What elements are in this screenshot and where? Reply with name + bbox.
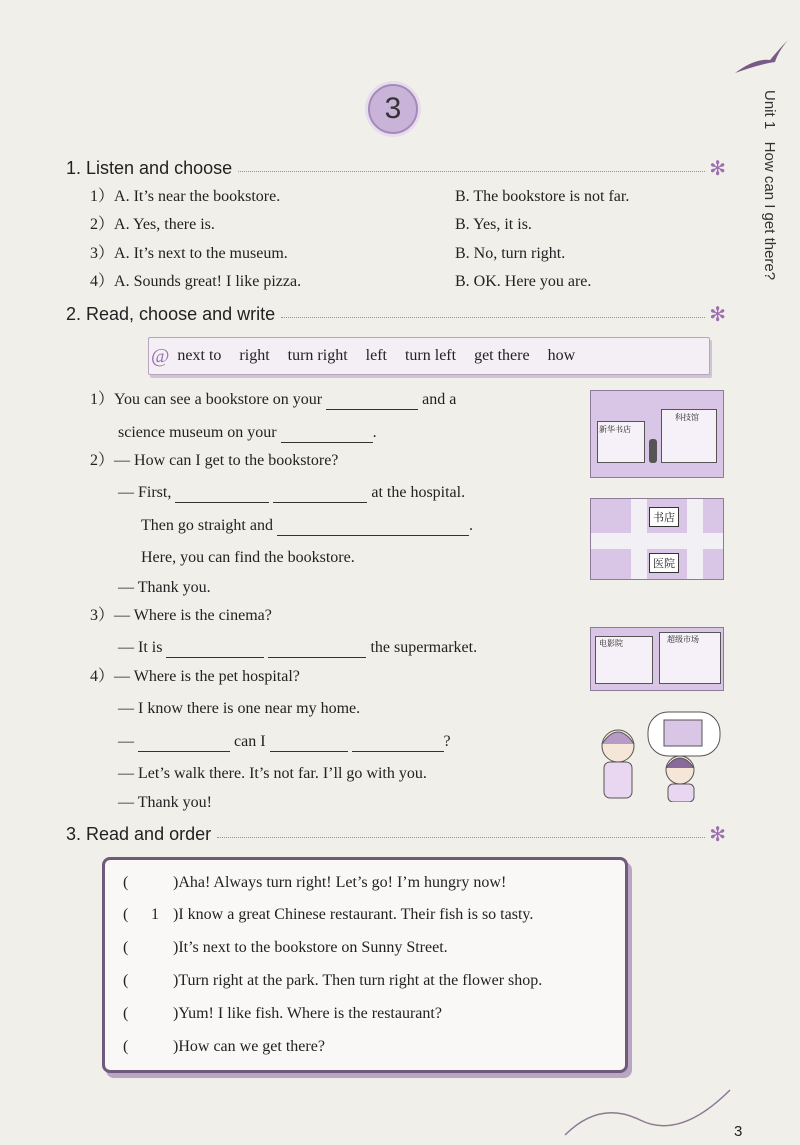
section3-title: 3. Read and order ✻ [66,824,726,846]
order-number[interactable] [137,972,173,990]
answer-blank[interactable] [326,395,418,410]
swirl-icon: @ [151,344,170,367]
star-icon: ✻ [709,158,726,180]
list-item: 1）A. It’s near the bookstore. [90,188,281,205]
side-tab-label: Unit 1 How can I get there? [761,90,778,281]
list-item: B. OK. Here you are. [455,273,592,290]
answer-blank[interactable] [352,737,444,752]
list-item: 3）A. It’s next to the museum. [90,245,288,262]
answer-blank[interactable] [175,488,269,503]
picture-two-girls [588,710,724,802]
word: turn right [287,347,348,364]
order-number[interactable] [137,874,173,892]
question-4-line2: — I know there is one near my home. [118,700,361,717]
picture-bookstore-street [590,390,724,478]
question-1-line2: science museum on your . [118,424,377,441]
question-4-line5: — Thank you! [118,794,212,811]
museum-sign: 科技馆 [675,413,699,422]
order-row: ( )It’s next to the bookstore on Sunny Street. [123,939,448,956]
question-2-line4: Here, you can find the bookstore. [141,549,355,566]
order-number[interactable] [137,1005,173,1023]
star-icon: ✻ [709,304,726,326]
swirl-decoration-icon [560,1080,743,1145]
answer-blank[interactable] [277,521,469,536]
hospital-label: 医院 [649,553,679,573]
section2-title: 2. Read, choose and write ✻ [66,304,726,326]
word-bank [148,337,710,375]
star-icon: ✻ [709,824,726,846]
word: how [547,347,576,364]
order-row: ( )How can we get there? [123,1038,325,1055]
answer-blank[interactable] [268,643,366,658]
lesson-number: 3 [384,92,402,125]
question-3-line2: — It is the supermarket. [118,639,478,656]
list-item: B. The bookstore is not far. [455,188,630,205]
list-item: B. Yes, it is. [455,216,532,233]
page-number: 3 [734,1123,743,1140]
supermarket-sign: 超级市场 [667,635,699,644]
answer-blank[interactable] [273,488,367,503]
order-number[interactable]: 1 [151,906,159,923]
question-2-line2: — First, at the hospital. [118,484,466,501]
word: get there [474,347,530,364]
order-row: ( 1 )I know a great Chinese restaurant. Their fish is so tasty. [123,906,534,923]
question-1: 1）You can see a bookstore on your and a [90,391,457,408]
order-number[interactable] [137,939,173,957]
answer-blank[interactable] [138,737,230,752]
question-2-line5: — Thank you. [118,579,211,596]
list-item: 2）A. Yes, there is. [90,216,215,233]
side-tab [757,90,787,300]
picture-cinema-supermarket [590,627,724,691]
order-row: ( )Yum! I like fish. Where is the restaurant? [123,1005,442,1022]
section1-title: 1. Listen and choose ✻ [66,158,726,180]
word: left [365,347,387,364]
answer-blank[interactable] [166,643,264,658]
list-item: 4）A. Sounds great! I like pizza. [90,273,302,290]
order-box [102,857,628,1073]
word: right [239,347,270,364]
lesson-badge [368,84,418,134]
word: next to [177,347,222,364]
person-icon [649,439,657,463]
answer-blank[interactable] [281,428,373,443]
question-4-line4: — Let’s walk there. It’s not far. I’ll go with you. [118,765,427,782]
question-2: 2）— How can I get to the bookstore? [90,452,339,469]
answer-blank[interactable] [270,737,348,752]
bookstore-label: 书店 [649,507,679,527]
question-4: 4）— Where is the pet hospital? [90,668,300,685]
list-item: B. No, turn right. [455,245,566,262]
word: turn left [404,347,457,364]
bookstore-sign: 新华书店 [599,425,631,434]
order-number[interactable] [137,1038,173,1056]
question-4-line3: — can I ? [118,733,451,750]
cinema-sign: 电影院 [599,639,623,648]
order-row: ( )Turn right at the park. Then turn right at the flower shop. [123,972,543,989]
question-2-line3: Then go straight and . [141,517,473,534]
question-3: 3）— Where is the cinema? [90,607,272,624]
order-row: ( )Aha! Always turn right! Let’s go! I’m hungry now! [123,874,507,891]
bird-icon [730,38,790,83]
picture-street-map [590,498,724,580]
